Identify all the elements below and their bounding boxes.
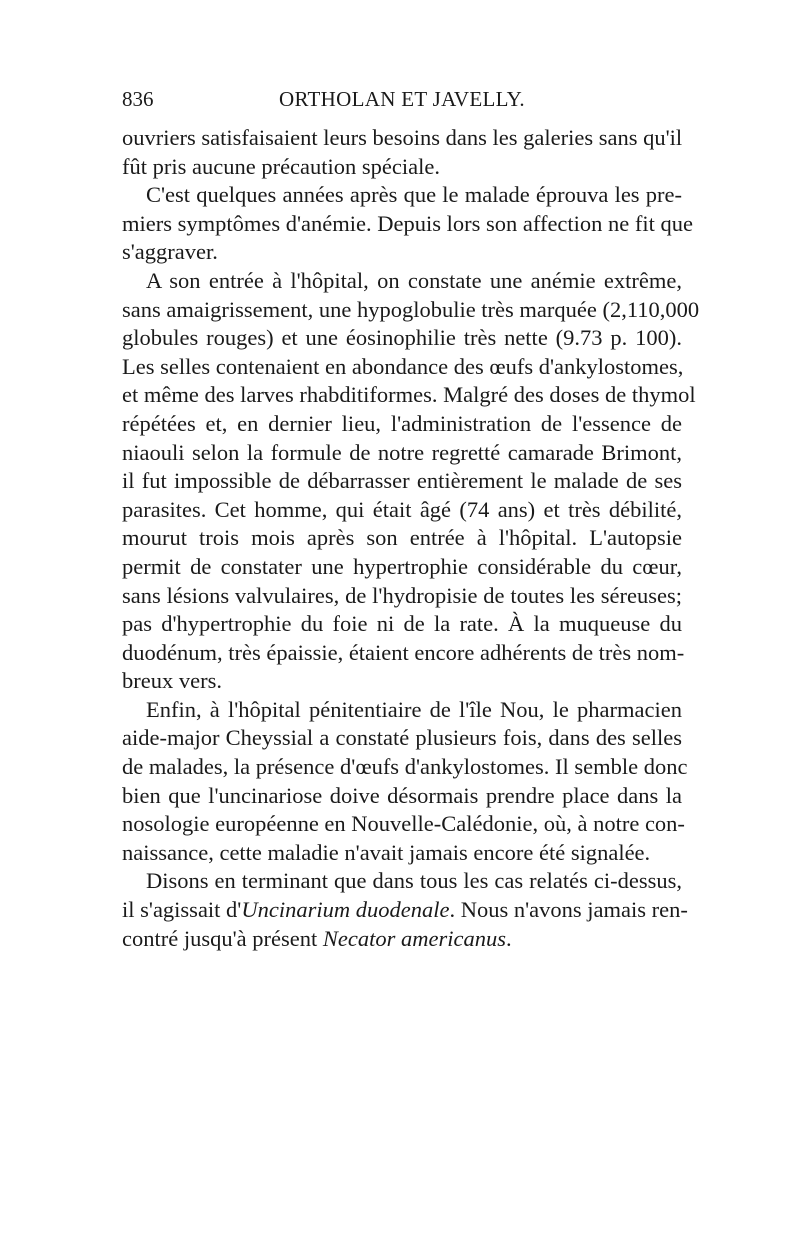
text-line: breux vers. (122, 668, 222, 694)
text-line: globules rouges) et une éosinophilie très nette (9.73 p. 100). (122, 325, 682, 351)
text-line: s'aggraver. (122, 239, 218, 265)
text-line: A son entrée à l'hôpital, on constate une anémie extrême, (146, 267, 682, 293)
text-line: miers symptômes d'anémie. Depuis lors son affection ne fit que (122, 210, 694, 236)
text-line: et même des larves rhabditiformes. Malgré des doses de thymol (122, 382, 696, 408)
text-line: Enfin, à l'hôpital pénitentiaire de l'île Nou, le pharmacien (146, 696, 682, 722)
text-line: sans amaigrissement, une hypoglobulie très marquée (2,110,000 (122, 296, 700, 322)
text-line-with-species (122, 896, 688, 925)
paragraph-4 (122, 696, 688, 868)
text-run: . (505, 925, 512, 951)
paragraph-5 (122, 867, 688, 953)
text-line: de malades, la présence d'œufs d'ankylostomes. Il semble donc (122, 754, 688, 780)
text-run: . Nous n'avons jamais ren- (449, 897, 688, 923)
paragraph-2 (122, 181, 694, 267)
text-line-with-species (122, 925, 682, 954)
text-line: répétées et, en dernier lieu, l'administration de l'essence de (122, 410, 682, 436)
text-line: Les selles contenaient en abondance des œufs d'ankylostomes, (122, 353, 684, 379)
body-text (122, 124, 700, 953)
text-line: parasites. Cet homme, qui était âgé (74 ans) et très débilité, (122, 496, 682, 522)
species-name: Uncinarium duodenale (241, 897, 450, 923)
text-line: naissance, cette maladie n'avait jamais encore été signalée. (122, 839, 651, 865)
species-name: Necator americanus (322, 925, 506, 951)
text-run: il s'agissait d' (122, 897, 242, 923)
text-line: Disons en terminant que dans tous les cas relatés ci-dessus, (146, 868, 682, 894)
text-run: contré jusqu'à présent (122, 925, 323, 951)
paragraph-1 (122, 124, 682, 181)
text-line: mourut trois mois après son entrée à l'hôpital. L'autopsie (122, 525, 682, 551)
page-number: 836 (122, 87, 154, 111)
paragraph-3 (122, 267, 700, 696)
text-line: permit de constater une hypertrophie considérable du cœur, (122, 553, 682, 579)
text-line: sans lésions valvulaires, de l'hydropisie de toutes les séreuses; (122, 582, 682, 608)
running-title: ORTHOLAN ET JAVELLY. (279, 87, 525, 111)
text-line: bien que l'uncinariose doive désormais prendre place dans la (122, 782, 682, 808)
running-head (122, 84, 682, 114)
text-line: nosologie européenne en Nouvelle-Calédonie, où, à notre con- (122, 811, 685, 837)
text-line: niaouli selon la formule de notre regretté camarade Brimont, (122, 439, 682, 465)
text-line: fût pris aucune précaution spéciale. (122, 153, 440, 179)
text-line: C'est quelques années après que le malade éprouva les pre- (146, 182, 682, 208)
text-line: pas d'hypertrophie du foie ni de la rate. À la muqueuse du (122, 611, 682, 637)
text-line: duodénum, très épaissie, étaient encore adhérents de très nom- (122, 639, 685, 665)
text-line: il fut impossible de débarrasser entièrement le malade de ses (122, 468, 682, 494)
text-line: aide-major Cheyssial a constaté plusieurs fois, dans des selles (122, 725, 682, 751)
text-line: ouvriers satisfaisaient leurs besoins dans les galeries sans qu'il (122, 125, 683, 150)
